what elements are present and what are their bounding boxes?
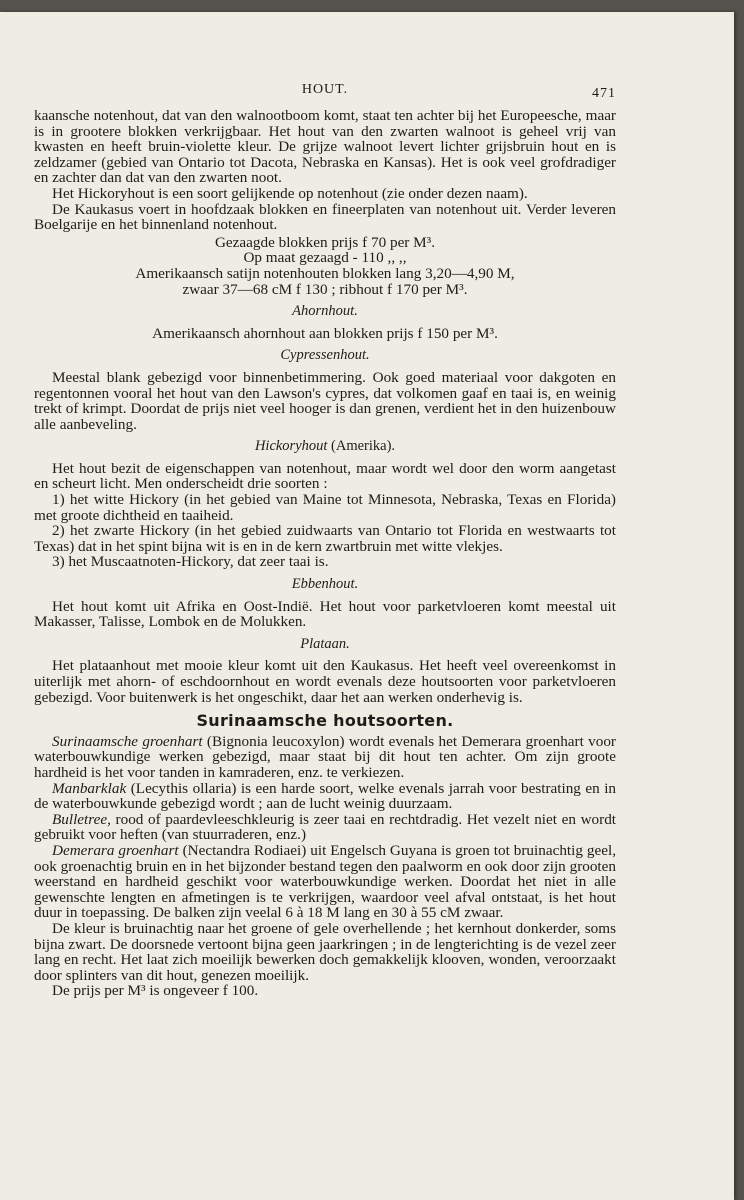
heading-cypressenhout: Cypressenhout. — [280, 347, 370, 364]
page-text — [34, 74, 616, 999]
ebbenhout-text: Het hout komt uit Afrika en Oost-Indië. Het hout voor parketvloeren komt meestal uit Makasser, Talisse, Lombok en de Molukken. — [34, 597, 616, 631]
heading-ebbenhout: Ebbenhout. — [291, 576, 359, 593]
bulletree-name: Bulletree, — [52, 810, 111, 828]
groenhart-paragraph — [34, 734, 616, 781]
price-paragraph: De prijs per M³ is ongeveer f 100. — [52, 982, 259, 1000]
hickoryhout-title: Hickoryhout — [254, 438, 328, 455]
hickoryhout-origin: (Amerika). — [331, 438, 396, 455]
hickory-item-2: 2) het zwarte Hickory (in het gebied zuidwaarts van Ontario tot Florida en westwaarts tot Texas) dat in het spint bijna wit is en in de kern zwartbruin met witte vlekjes. — [34, 522, 616, 555]
book-page — [0, 12, 734, 1200]
heading-ahornhout: Ahornhout. — [292, 303, 358, 320]
cypressenhout-text: Meestal blank gebezigd voor binnenbetimmering. Ook goed materiaal voor dakgoten en regentonnen vooral het hout van den Lawson's cypres, dat volkomen gaaf en taai is, en weinig trekt of krimpt. Doordat de prijs niet veel hooger is dan grenen, verdient het in den huizenbouw alle aanbeveling. — [34, 368, 616, 433]
hickory-item-3: 3) het Muscaatnoten-Hickory, dat zeer taai is. — [52, 553, 329, 571]
groenhart-text: (Bignonia leucoxylon) wordt evenals het Demerara groenhart voor waterbouwkundige werken gebezigd, maar staat bij dit hout ten achter. Om zijn groote hardheid is het voor tanden in kamraderen, enz. te verkiezen. — [34, 732, 616, 781]
groenhart-name: Surinaamsche groenhart — [52, 732, 203, 750]
colour-paragraph: De kleur is bruinachtig naar het groene of gele overhellende ; het kernhout donkerder, soms bijna zwart. De doorsnede vertoont bijna geen jaarkringen ; in de lengterichting is de vezel zeer lang en recht. Het laat zich moeilijk bewerken doch gemakkelijk klooven, wonden, veroorzaakt door splinters van dit hout, genezen moeilijk. — [34, 919, 616, 984]
bulletree-paragraph — [34, 812, 616, 843]
bulletree-text: rood of paardevleeschkleurig is zeer taai en rechtdradig. Het vezelt niet en wordt gebruikt voor heften (van stuurraderen, enz.) — [34, 810, 617, 844]
running-title: HOUT. — [301, 82, 349, 97]
intro-paragraph-1: kaansche notenhout, dat van den walnootboom komt, staat ten achter bij het Europeesche, maar is in grootere blokken verkrijgbaar. Het hout van den zwarten walnoot is geheel vrij van kwasten en heeft bruin-violette kleur. De grijze walnoot levert lichter grijsbruin hout en is zeldzamer (gebied van Ontario tot Dacota, Nebraska en Kansas). Het is ook veel grofdradiger en zachter dan dat van den zwarten noot. — [34, 107, 616, 187]
intro-paragraph-3: De Kaukasus voert in hoofdzaak blokken en fineerplaten van notenhout uit. Verder leveren Boelgarije en het binnenland notenhout. — [34, 200, 616, 234]
section-heading-surinaamsche: Surinaamsche houtsoorten. — [196, 711, 454, 731]
intro-paragraph-2: Het Hickoryhout is een soort gelijkende op notenhout (zie onder dezen naam). — [52, 184, 528, 202]
demerara-name: Demerara groenhart — [52, 841, 179, 859]
manbarklak-name: Manbarklak — [52, 779, 127, 797]
page-number: 471 — [592, 86, 616, 101]
ahornhout-text: Amerikaansch ahornhout aan blokken prijs f 150 per M³. — [152, 324, 498, 342]
price-line-3: Amerikaansch satijn notenhouten blokken lang 3,20—4,90 M, — [135, 264, 515, 282]
price-line-4: zwaar 37—68 cM f 130 ; ribhout f 170 per M³. — [182, 280, 468, 298]
manbarklak-paragraph — [34, 781, 616, 812]
demerara-paragraph — [34, 843, 616, 921]
running-header — [34, 74, 616, 108]
price-line-1: Gezaagde blokken prijs f 70 per M³. — [214, 233, 436, 251]
heading-plataan: Plataan. — [300, 635, 350, 652]
manbarklak-text: (Lecythis ollaria) is een harde soort, welke evenals jarrah voor bestrating en in de waterbouwkunde gebezigd wordt ; aan de lucht weinig duurzaam. — [34, 779, 617, 813]
hickory-item-1: 1) het witte Hickory (in het gebied van Maine tot Minnesota, Nebraska, Texas en Florida) met groote dichtheid en taaiheid. — [34, 491, 616, 524]
price-line-2: Op maat gezaagd - 110 ,, ,, — [243, 249, 407, 267]
demerara-text: (Nectandra Rodiaei) uit Engelsch Guyana is groen tot bruinachtig geel, ook groenachtig bruin en in het bijzonder bestand tegen den paalworm en ook door zijn grooten weerstand en hardheid geschikt voor waterbouwkundige werken. Doordat het niet in alle gewenschte lengten en afmetingen is te verkrijgen, waardoor veel afval ontstaat, is het hout duur in toepassing. De balken zijn veelal 6 à 18 M lang en 30 à 55 cM zwaar. — [34, 841, 617, 922]
plataan-text: Het plataanhout met mooie kleur komt uit den Kaukasus. Het heeft veel overeenkomst in uiterlijk met ahorn- of eschdoornhout en wordt evenals deze houtsoorten voor parketvloeren gebezigd. Voor buitenwerk is het ongeschikt, daar het aan werken onderhevig is. — [34, 657, 616, 706]
price-list — [34, 235, 616, 297]
heading-hickoryhout — [34, 439, 616, 455]
hickoryhout-intro: Het hout bezit de eigenschappen van notenhout, maar wordt wel door den worm aangetast en scheurt licht. Men onderscheidt drie soorten : — [34, 459, 616, 493]
